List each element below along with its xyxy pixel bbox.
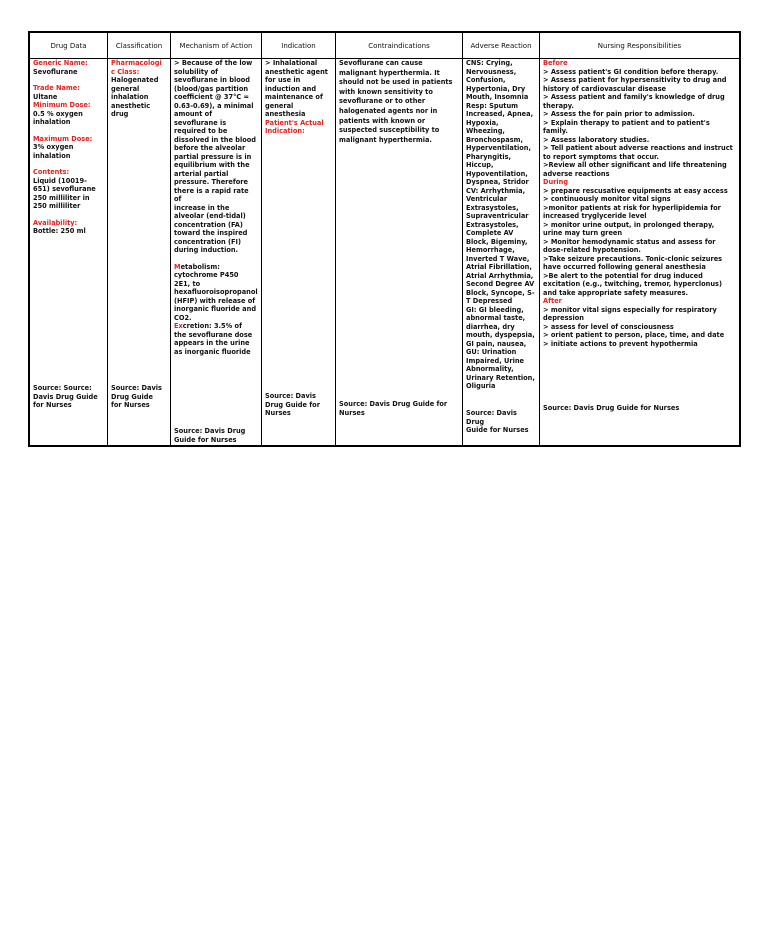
generic-name-label: Generic Name: [33,59,88,67]
header-adverse-reaction: Adverse Reaction [463,33,540,59]
minimum-dose-label: Minimum Dose: [33,101,91,109]
cell-indication [262,59,336,446]
classification-source: Source: Davis Drug Guide for Nurses [111,384,162,409]
contents-label: Contents: [33,168,70,176]
contents-value: Liquid (10019- 651) sevoflurane 250 milliliter in 250 milliliter [33,176,96,210]
adverse-reaction-source: Source: Davis Drug Guide for Nurses [466,409,529,434]
mechanism-source: Source: Davis Drug Guide for Nurses [174,427,246,444]
maximum-dose-value: 3% oxygen inhalation [33,143,74,160]
drug-data-source: Source: Source: Davis Drug Guide for Nurses [33,384,98,409]
before-items: > Assess patient's GI condition before therapy. > Assess patient for hypersensitivity to drug and history of cardiovascular disease > Assess patient and family's knowledge of drug therapy. > Assess the for pain prior to admission. > Explain therapy to patient and to patient's family. > Assess laboratory studies. > Tell patient about adverse reactions and instruct to report symptoms that occur. >Review all other significant and life threatening adverse reactions [543,67,733,178]
excretion-initial: Ex [174,322,183,330]
patients-actual-indication-label: Patient's Actual Indication: [265,118,324,135]
drug-study-table [28,31,741,447]
indication-source: Source: Davis Drug Guide for Nurses [265,392,320,417]
mechanism-text: > Because of the low solubility of sevoflurane in blood (blood/gas partition coefficient @ 37°C = 0.63-0.69), a minimal amount of sevoflurane is required to be dissolved in the blood before the alveolar partial pressure is in equilibrium with the arterial partial pressure. Therefore there is a rapid rate of increase in the alveolar (end-tidal) concentration (FA) toward the inspired concentration (FI) during induction. [174,59,257,254]
metabolism-initial: M [174,262,181,271]
content-row [30,59,740,446]
trade-name-value: Ultane [33,92,58,101]
header-contraindications: Contraindications [336,33,463,59]
cell-mechanism [171,59,262,446]
during-items: > prepare rescusative equipments at easy access > continuously monitor vital signs >monitor patients at risk for hyperlipidemia for increased tryglyceride level > monitor urine output, in prolonged therapy, urine may turn green > Monitor hemodynamic status and assess for dose-related hypotension. >Take seizure precautions. Tonic-clonic seizures have occurred following general anesthesia >Be alert to the potential for drug induced excitation (e.g., twitching, tremor, hyperclonus) and take appropriate safety measures. [543,186,728,297]
maximum-dose-label: Maximum Dose: [33,134,93,143]
availability-label: Availability: [33,218,78,227]
minimum-dose-value: 0.5 % oxygen inhalation [33,109,83,126]
pharmacologic-class-label: Pharmacologi c Class: [111,59,162,76]
after-items: > monitor vital signs especially for respiratory depression > assess for level of consciousness > orient patient to person, place, time, and date > initiate actions to prevent hypothermia [543,305,725,348]
during-label: During [543,178,569,186]
cell-contraindications [336,59,463,446]
after-label: After [543,297,562,305]
header-row [30,33,740,59]
nursing-source: Source: Davis Drug Guide for Nurses [543,404,680,412]
generic-name-value: Sevoflurane [33,67,78,76]
cell-nursing-responsibilities [540,59,740,446]
indication-text: > Inhalational anesthetic agent for use in induction and maintenance of general anesthesia [265,59,328,118]
cell-drug-data [30,59,108,446]
header-nursing-responsibilities: Nursing Responsibilities [540,33,740,59]
metabolism-text: Metabolism: cytochrome P450 2E1, to hexafluoroisopropanol (HFIP) with release of inorganic fluoride and CO2. [174,262,258,322]
pharmacologic-class-value: Halogenated general inhalation anesthetic drug [111,76,159,118]
cell-adverse-reaction [463,59,540,446]
excretion-text: Excretion: 3.5% of the sevoflurane dose appears in the urine as inorganic fluoride [174,322,253,356]
cell-classification [108,59,171,446]
before-label: Before [543,59,568,67]
contraindications-source: Source: Davis Drug Guide for Nurses [339,400,448,417]
header-drug-data: Drug Data [30,33,108,59]
availability-value: Bottle: 250 ml [33,227,86,235]
header-mechanism: Mechanism of Action [171,33,262,59]
contraindications-text: Sevoflurane can cause malignant hyperthermia. It should not be used in patients with known sensitivity to sevoflurane or to other halogenated agents nor in patients with known or suspected susceptibility to malignant hyperthermia. [339,59,453,144]
adverse-reaction-text: CNS: Crying, Nervousness, Confusion, Hypertonia, Dry Mouth, Insomnia Resp: Sputum Increased, Apnea, Hypoxia, Wheezing, Bronchospasm, Hyperventilation, Pharyngitis, Hiccup, Hypoventilation, Dyspnea, Stridor CV: Arrhythmia, Ventricular Extrasystoles, Supraventricular Extrasystoles, Complete AV Block, Bigeminy, Hemorrhage, Inverted T Wave, Atrial Fibrillation, Atrial Arrhythmia, Second Degree AV Block, Syncope, S- T Depressed GI: GI bleeding, abnormal taste, diarrhea, dry mouth, dyspepsia, GI pain, nausea, GU: Urination Impaired, Urine Abnormality, Urinary Retention, Oliguria [466,59,535,390]
header-indication: Indication [262,33,336,59]
header-classification: Classification [108,33,171,59]
trade-name-label: Trade Name: [33,84,80,92]
